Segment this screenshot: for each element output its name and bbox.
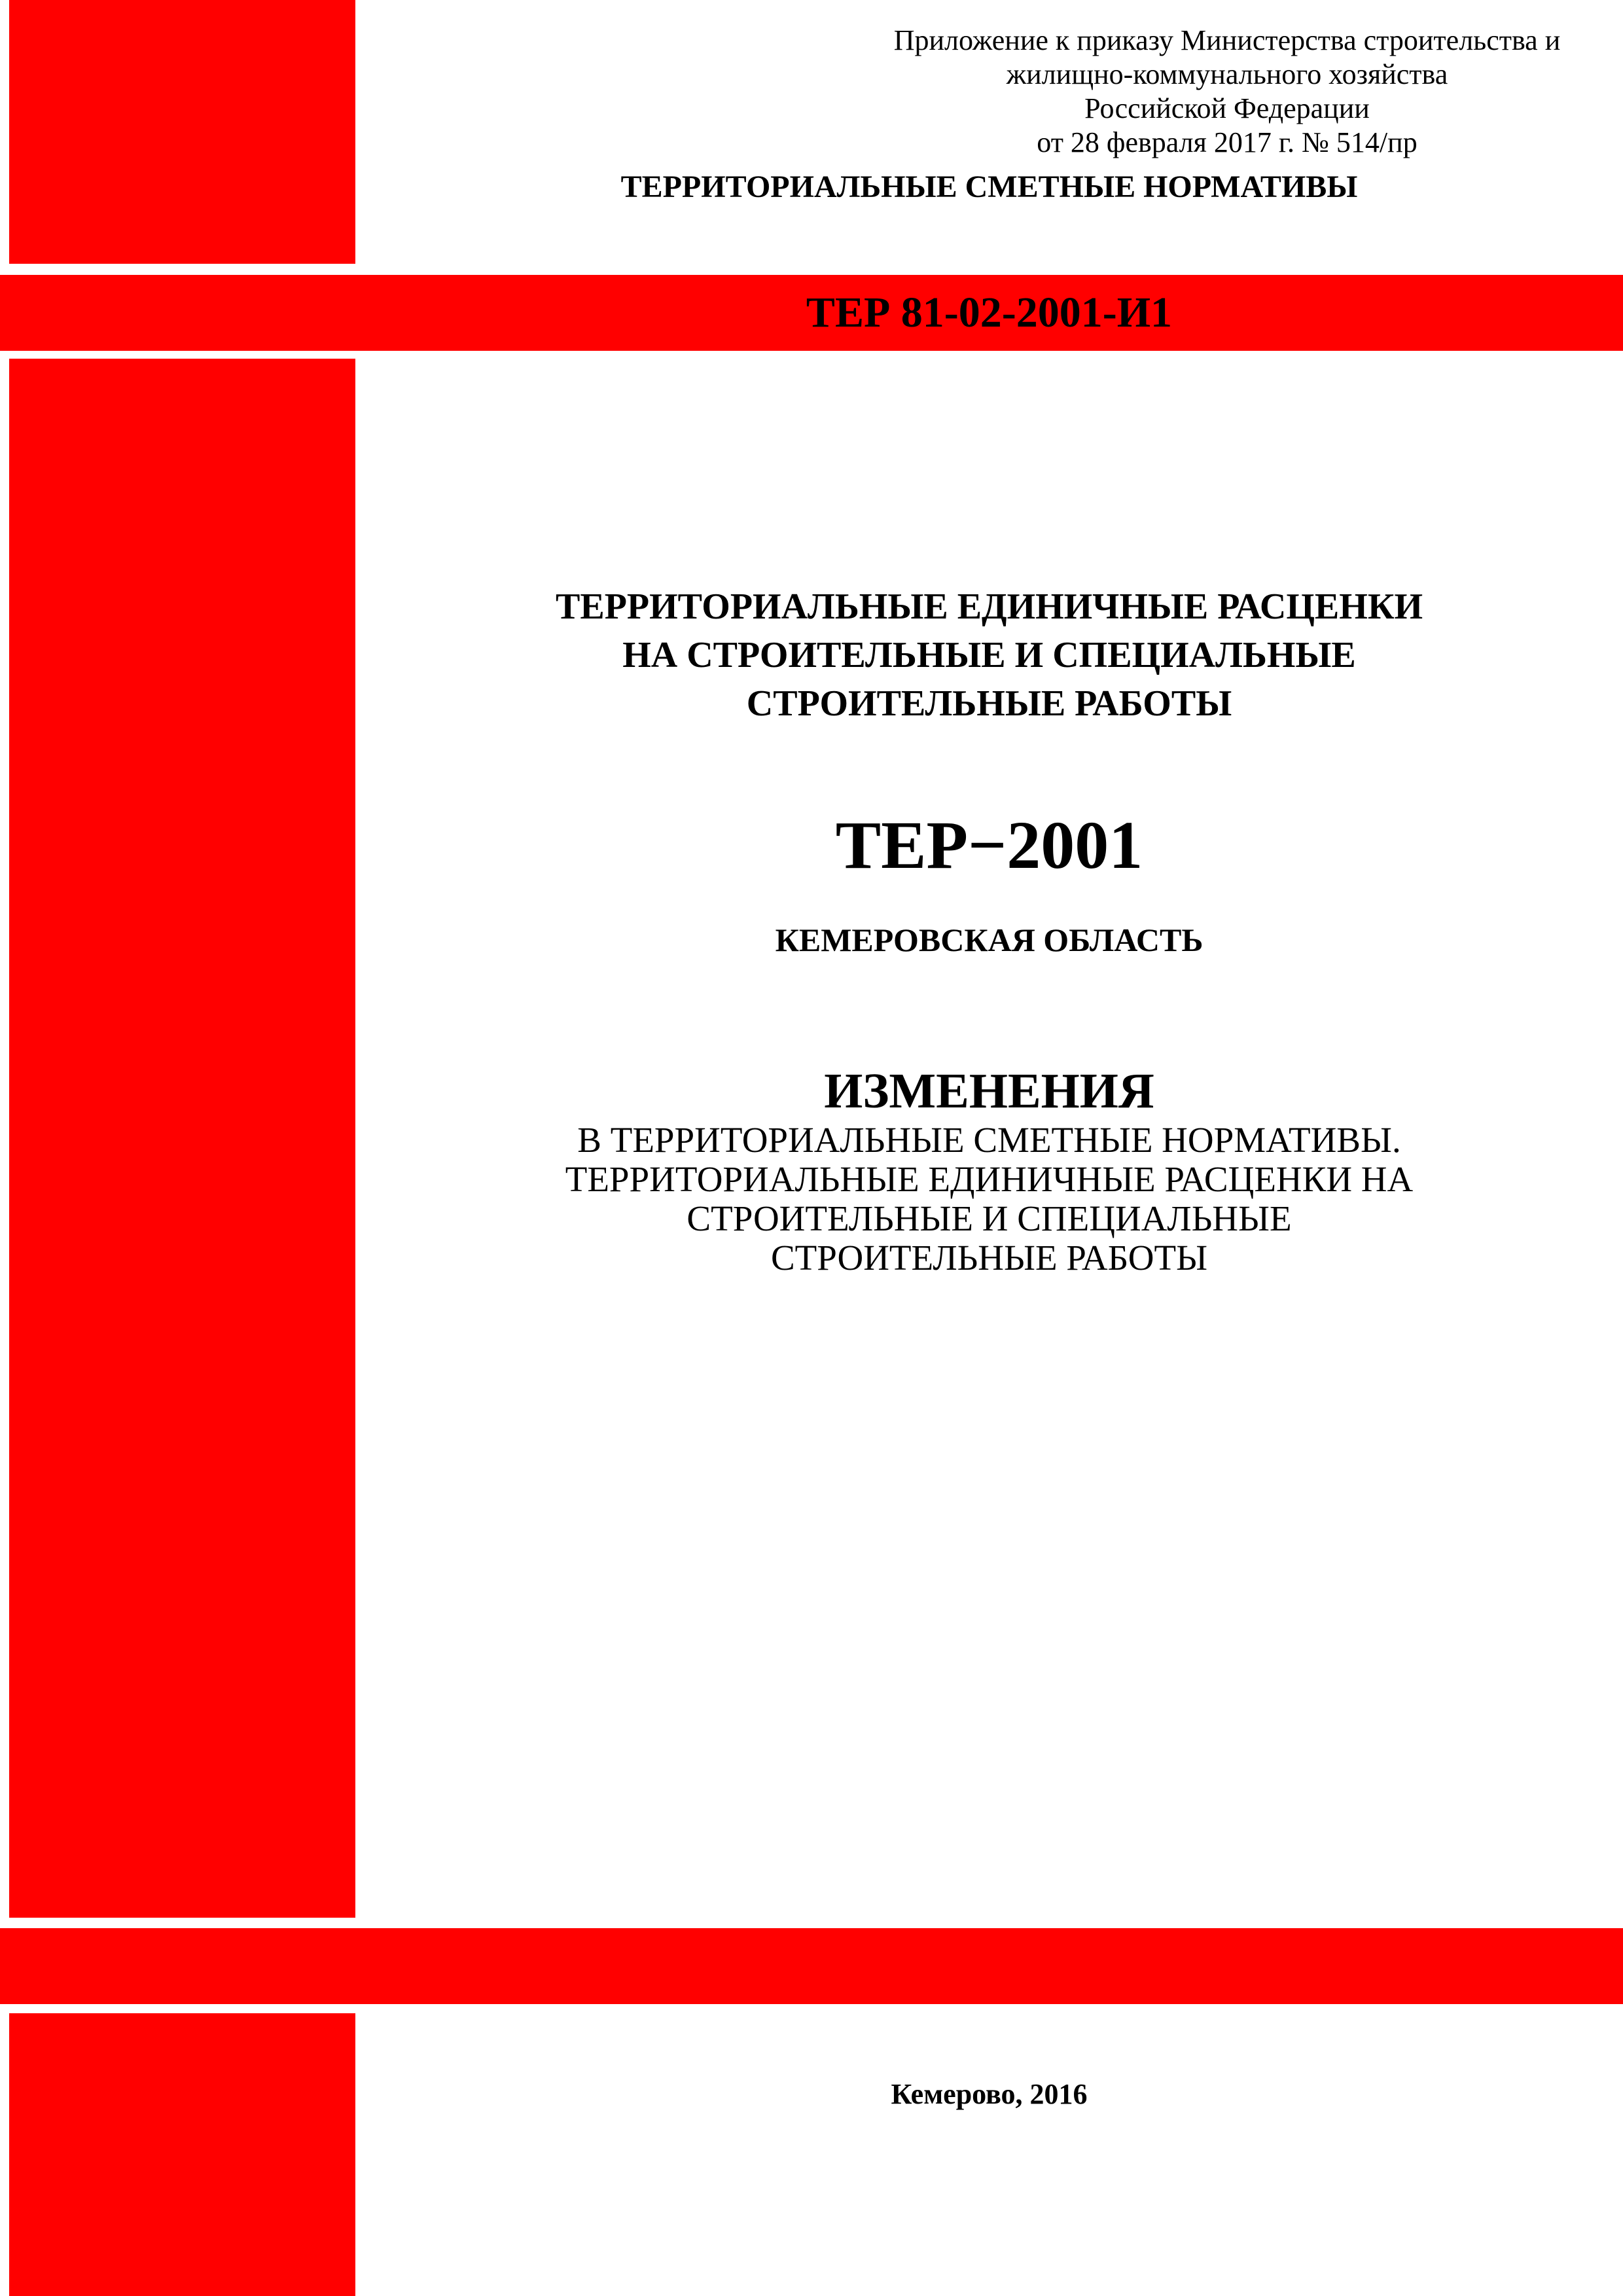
red-strip-middle xyxy=(9,359,355,1918)
document-code xyxy=(355,275,1623,351)
changes-subtitle-line: ТЕРРИТОРИАЛЬНЫЕ ЕДИНИЧНЫЕ РАСЦЕНКИ НА xyxy=(565,1159,1414,1199)
main-title-line: НА СТРОИТЕЛЬНЫЕ И СПЕЦИАЛЬНЫЕ xyxy=(622,635,1356,675)
red-band-lower xyxy=(0,1928,1623,2004)
approval-line: от 28 февраля 2017 г. № 514/пр xyxy=(1037,126,1418,158)
red-strip-bottom xyxy=(9,2013,355,2296)
changes-subtitle-line: В ТЕРРИТОРИАЛЬНЫЕ СМЕТНЫЕ НОРМАТИВЫ. xyxy=(577,1120,1401,1160)
short-code: ТЕР−2001 xyxy=(835,808,1143,883)
changes-subtitle-line: СТРОИТЕЛЬНЫЕ И СПЕЦИАЛЬНЫЕ xyxy=(687,1198,1292,1238)
main-title-line: ТЕРРИТОРИАЛЬНЫЕ ЕДИНИЧНЫЕ РАСЦЕНКИ xyxy=(555,586,1423,627)
main-title-line: СТРОИТЕЛЬНЫЕ РАБОТЫ xyxy=(746,683,1232,724)
document-code-text: ТЕР 81-02-2001-И1 xyxy=(806,289,1173,336)
approval-line: жилищно-коммунального хозяйства xyxy=(1006,58,1448,90)
red-strip-top xyxy=(9,0,355,264)
approval-line: Российской Федерации xyxy=(1084,92,1370,124)
region-name: КЕМЕРОВСКАЯ ОБЛАСТЬ xyxy=(775,922,1204,958)
changes-subtitle-line: СТРОИТЕЛЬНЫЕ РАБОТЫ xyxy=(770,1238,1208,1278)
main-title xyxy=(355,583,1623,728)
approval-line: Приложение к приказу Министерства строительства и xyxy=(893,24,1561,56)
city-year: Кемерово, 2016 xyxy=(891,2078,1088,2110)
series-title: ТЕРРИТОРИАЛЬНЫЕ СМЕТНЫЕ НОРМАТИВЫ xyxy=(620,170,1358,204)
changes-heading: ИЗМЕНЕНИЯ xyxy=(824,1064,1154,1119)
changes-subtitle xyxy=(355,1121,1623,1278)
approval-note xyxy=(851,24,1603,160)
